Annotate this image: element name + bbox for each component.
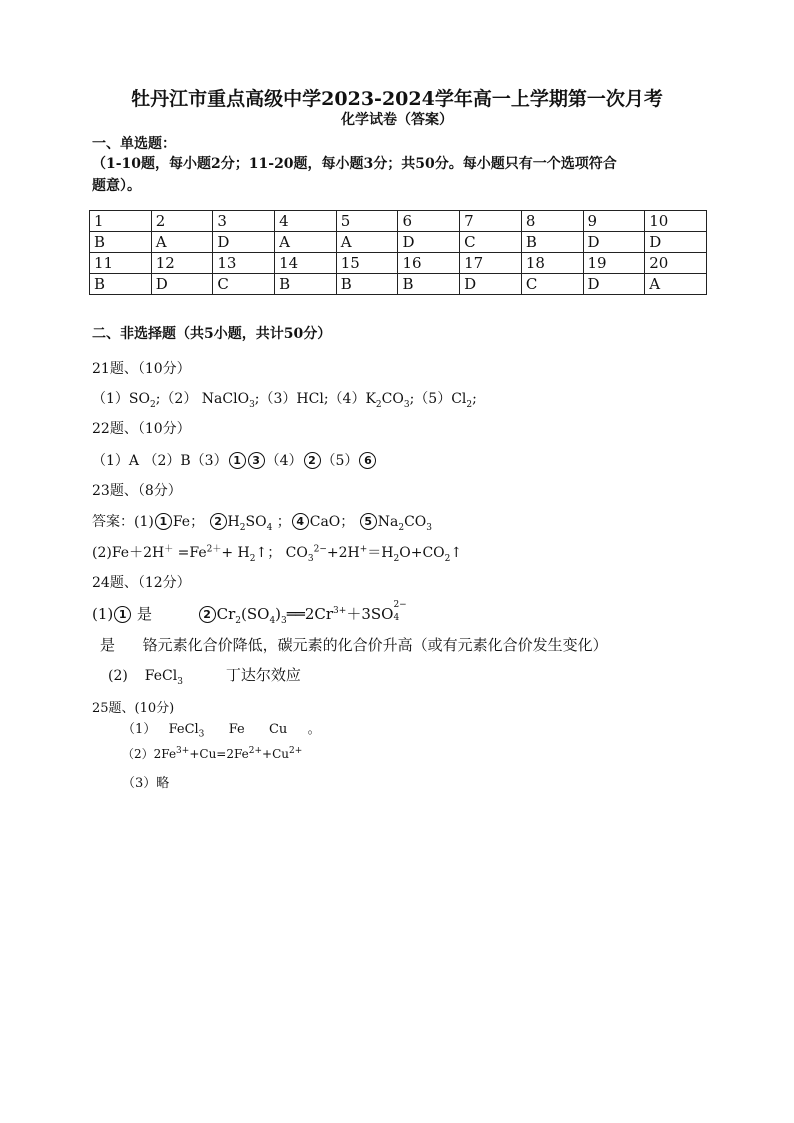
circled-number-icon: 6 [359, 452, 376, 469]
table-cell: D [460, 274, 522, 295]
table-cell: 19 [583, 253, 645, 274]
q25-line1 [122, 718, 321, 740]
circled-number-icon: 5 [360, 513, 377, 530]
q23-co-sub: 3 [426, 522, 433, 533]
q23-eq-d-sub: 3 [307, 553, 314, 564]
circled-number-icon: 1 [114, 606, 131, 623]
table-row [90, 274, 707, 295]
circled-number-icon: 2 [210, 513, 227, 530]
q24-l3-fecl-sub: 3 [177, 676, 183, 687]
q23-so: SO [245, 514, 267, 530]
table-cell: 16 [398, 253, 460, 274]
q23-eq-f-sub: 2 [393, 553, 400, 564]
q21-part3-sub2: 3 [403, 399, 410, 410]
section2-heading: 二、非选择题（共5小题，共计50分） [92, 326, 332, 342]
q25-line3: （3）略 [122, 776, 170, 791]
q24-so-sub: 4 [269, 616, 276, 626]
q24-cr: Cr [216, 605, 236, 623]
table-cell: 7 [460, 211, 522, 232]
table-cell: 6 [398, 211, 460, 232]
q23-na: Na [377, 514, 399, 530]
q22-part-c: （5） [321, 453, 359, 469]
circled-number-icon: 4 [292, 513, 309, 530]
q21-part1: （1）SO [92, 391, 150, 407]
q21-part1-sub: 2 [149, 399, 156, 410]
table-cell: 8 [521, 211, 583, 232]
q23-eq-g: O+CO [399, 545, 445, 561]
q25-l2-b: +Cu=2Fe [189, 747, 249, 761]
q23-eq-f: ＝H [367, 545, 394, 561]
table-cell: A [645, 274, 707, 295]
q23-eq-b-sup: 2＋ [206, 544, 222, 555]
q24-l3-fecl: FeCl [144, 668, 178, 684]
q23-line2 [92, 542, 462, 562]
table-cell: 17 [460, 253, 522, 274]
table-cell: A [151, 232, 213, 253]
table-cell: B [336, 274, 398, 295]
q25-l1-fecl: FeCl [168, 722, 199, 737]
q23-eq-e-sup: + [359, 544, 368, 555]
table-row [90, 253, 707, 274]
page-title: 牡丹江市重点高级中学2023-2024学年高一上学期第一次月考 [131, 88, 663, 110]
table-cell: D [583, 274, 645, 295]
table-cell: 1 [90, 211, 152, 232]
table-cell: D [645, 232, 707, 253]
q24-l3-num: (2) [108, 668, 128, 684]
q25-line2 [122, 745, 302, 762]
table-cell: 10 [645, 211, 707, 232]
table-cell: 18 [521, 253, 583, 274]
q24-num: (1) [92, 605, 114, 623]
q24-cr-sub: 2 [235, 616, 241, 626]
table-cell: 2 [151, 211, 213, 232]
q25-l2-c: +Cu [262, 747, 290, 761]
q23-eq-e: +2H [326, 545, 360, 561]
circled-number-icon: 1 [229, 452, 246, 469]
table-cell: D [583, 232, 645, 253]
q23-co: CO [404, 514, 427, 530]
q22-part-b: （4） [265, 453, 303, 469]
table-cell: B [275, 274, 337, 295]
table-cell: 4 [275, 211, 337, 232]
table-cell: B [90, 274, 152, 295]
q21-answer [92, 388, 477, 408]
q25-l1-fe: Fe [228, 722, 245, 737]
q23-eq-d: ↑； CO [255, 545, 308, 561]
q23-eq-a-sup: ＋ [164, 544, 174, 555]
q23-sep: ； [276, 514, 291, 530]
q21-part3b: CO [381, 391, 404, 407]
table-cell: 9 [583, 211, 645, 232]
table-cell: 12 [151, 253, 213, 274]
answer-table [89, 210, 707, 295]
table-row [90, 211, 707, 232]
q24-l3-tyndall: 丁达尔效应 [225, 666, 301, 684]
table-cell: C [213, 274, 275, 295]
table-cell: 15 [336, 253, 398, 274]
q23-eq-c: + H [221, 545, 250, 561]
table-cell: 14 [275, 253, 337, 274]
q25-l2-a: （2）2Fe [122, 747, 177, 761]
q24-header: 24题、（12分） [92, 575, 191, 591]
q24-so4-charge [393, 600, 407, 623]
table-cell: D [398, 232, 460, 253]
q25-l1-num: （1） [122, 722, 157, 737]
table-cell: C [521, 274, 583, 295]
q23-line1 [92, 511, 432, 531]
circled-number-icon: 2 [304, 452, 321, 469]
q22-part-a: （1）A （2）B（3） [92, 453, 228, 469]
table-cell: 11 [90, 253, 152, 274]
table-cell: 3 [213, 211, 275, 232]
q25-l2-a-sup: 3+ [176, 746, 190, 756]
q23-eq-d-sup: 2− [313, 544, 327, 555]
q23-prefix: 答案：(1) [92, 514, 154, 530]
q23-h-sub: 2 [239, 522, 246, 533]
q24-l2-reason: 铬元素化合价降低，碳元素的化合价升高（或有元素化合价发生变化） [142, 636, 608, 654]
q23-eq-g-sub: 2 [444, 553, 451, 564]
table-row [90, 232, 707, 253]
q23-cao: CaO； [309, 514, 355, 530]
table-cell: 13 [213, 253, 275, 274]
q25-l2-b-sup: 2+ [248, 746, 263, 756]
section1-heading: 一、单选题： [92, 136, 176, 152]
q24-eq: ══2Cr [286, 605, 334, 623]
q24-eq-sup: 3+ [333, 606, 347, 616]
q24-paren: ) [275, 605, 282, 623]
table-cell: A [275, 232, 337, 253]
q21-part4-sub: 2 [466, 399, 473, 410]
q23-so-sub: 4 [266, 522, 273, 533]
q21-part3: ;（3）HCl;（4）K [254, 391, 376, 407]
q23-na-sub: 2 [398, 522, 405, 533]
q25-header: 25题、(10分) [92, 701, 175, 716]
q22-header: 22题、（10分） [92, 421, 191, 437]
q23-eq-b: =Fe [177, 545, 207, 561]
q21-part2: ;（2） NaClO [155, 391, 250, 407]
q21-part2-sub: 3 [249, 399, 255, 410]
table-cell: B [521, 232, 583, 253]
q25-l1-fecl-sub: 3 [198, 729, 205, 740]
table-cell: D [213, 232, 275, 253]
table-cell: B [398, 274, 460, 295]
q25-l1-end: 。 [307, 722, 321, 737]
table-cell: B [90, 232, 152, 253]
q24-so4-sup: 2− [393, 600, 407, 610]
table-cell: 5 [336, 211, 398, 232]
section1-note-line2: 题意）。 [92, 178, 141, 194]
q24-line3 [108, 664, 301, 685]
q21-header: 21题、（10分） [92, 361, 191, 377]
q23-fe: Fe； [172, 514, 205, 530]
table-cell: D [151, 274, 213, 295]
table-cell: C [460, 232, 522, 253]
table-cell: A [336, 232, 398, 253]
q23-eq-a: (2)Fe＋2H [92, 545, 165, 561]
circled-number-icon: 3 [248, 452, 265, 469]
q23-eq-c-sub: 2 [249, 553, 256, 564]
q21-part5: ; [472, 391, 477, 407]
q23-header: 23题、（8分） [92, 483, 182, 499]
q25-l2-c-sup: 2+ [289, 746, 303, 756]
q23-h: H [227, 514, 240, 530]
q24-so4: ＋3SO [346, 605, 394, 623]
q24-line2 [100, 634, 608, 655]
page-subtitle: 化学试卷（答案） [341, 112, 453, 128]
section1-note-line1: （1-10题，每小题2分；11-20题，每小题3分；共50分。每小题只有一个选项符合 [92, 156, 617, 172]
q23-eq-h: ↑ [450, 545, 463, 561]
q21-part4: ;（5）Cl [409, 391, 467, 407]
circled-number-icon: 1 [155, 513, 172, 530]
q22-answer [92, 450, 377, 470]
q21-part3-sub1: 2 [375, 399, 382, 410]
q24-so: (SO [241, 605, 270, 623]
q24-yes: 是 [137, 605, 153, 623]
q24-line1 [92, 600, 407, 626]
circled-number-icon: 2 [199, 606, 216, 623]
q24-paren-sub: 3 [281, 616, 287, 626]
table-cell: 20 [645, 253, 707, 274]
q25-l1-cu: Cu [268, 722, 288, 737]
q24-l2-yes: 是 [100, 636, 116, 654]
q24-so4-sub: 4 [393, 613, 400, 623]
